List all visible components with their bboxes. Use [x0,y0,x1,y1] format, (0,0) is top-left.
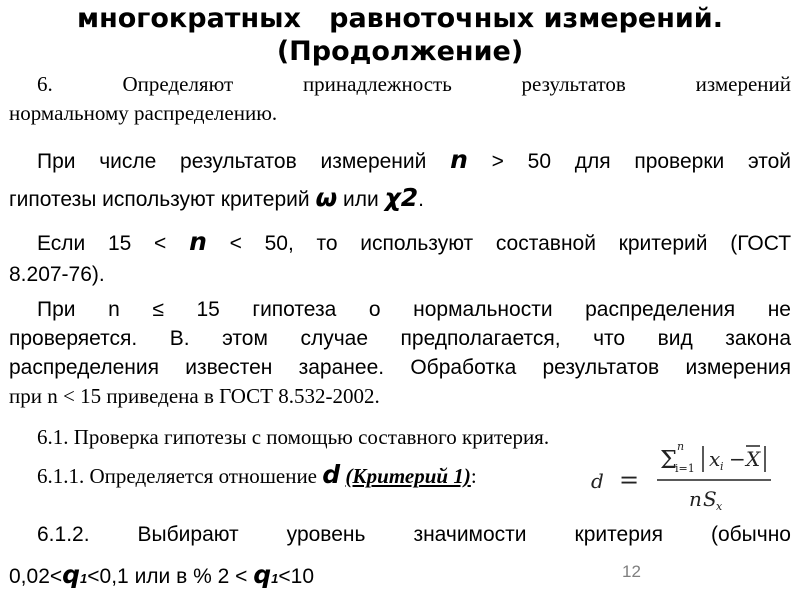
variable-q: q [253,560,272,589]
section-6-1-heading: 6.1. Проверка гипотезы с помощью составного критерия. [37,425,550,449]
title-line-2: (Продолжение) [276,36,524,67]
text-fragment: . [418,188,424,211]
text-fragment: При числе результатов измерений [37,150,427,173]
formula-sum-upper: n [677,440,685,453]
text-fragment: 6.1.1. Определяется отношение [37,464,318,488]
formula-x-sub: i [720,460,724,473]
text-fragment: Если 15 < [37,232,167,255]
formula-sum: Σ [660,446,677,474]
section-6-1-2-line-1: 6.1.2. Выбирают уровень значимости критерия (обычно [37,523,791,546]
formula-s: S [703,487,717,511]
paragraph-medium-sample-line-2: 8.207-76). [9,263,105,286]
formula-equals: = [619,466,640,494]
text-fragment: или [343,188,379,211]
paragraph-medium-sample-line-1 [9,226,791,259]
text-fragment: 0,02< [9,565,63,588]
paragraph-large-sample-line-1 [9,142,791,180]
formula-xbar: X [746,447,761,471]
criterion-d-formula [583,436,798,516]
formula-sum-lower: i=1 [675,462,695,475]
formula-x: x [709,447,721,471]
variable-n: n [450,145,468,174]
formula-s-sub: x [716,500,723,513]
text-fragment: <10 [278,565,315,588]
text-fragment: <0,1 или в % 2 < [87,565,248,588]
paragraph-6 [9,70,791,128]
paragraph-small-sample [9,295,791,411]
section-6-1-2 [9,515,791,599]
paragraph-small-sample-line-2: проверяется. В. этом случае предполагается, что вид закона [9,327,791,350]
subscript: 1 [271,571,279,586]
text-fragment: > 50 для проверки этой [491,150,792,173]
text-fragment: гипотезы используют критерий [9,188,310,211]
paragraph-6-line-2: нормальному распределению. [9,101,278,125]
paragraph-small-sample-line-1: При n ≤ 15 гипотеза о нормальности распределения не [37,298,791,321]
paragraph-6-line-1: 6. Определяют принадлежность результатов измерений [37,72,791,96]
chi-square-symbol: χ2 [384,183,419,212]
variable-q: q [62,560,81,589]
formula-minus: − [729,447,746,471]
variable-d: d [322,460,341,489]
variable-n: n [189,227,207,256]
section-6-1-2-line-2 [9,555,791,599]
paragraph-small-sample-line-3: распределения известен заранее. Обработка результатов измерения [9,356,791,379]
page-number: 12 [622,562,641,581]
omega-symbol: ω [315,183,338,212]
paragraph-small-sample-line-4: при n < 15 приведена в ГОСТ 8.532-2002. [9,384,380,408]
section-6-1-1 [9,460,609,491]
formula-d: d [591,469,604,493]
criterion-1-label: (Критерий 1) [345,464,471,488]
formula-n: n [689,487,702,511]
text-fragment: : [470,464,477,488]
paragraph-large-sample [9,142,791,218]
section-6-1-1-line [9,460,609,491]
slide-title [0,2,800,68]
paragraph-large-sample-line-2 [9,180,791,218]
subscript: 1 [80,571,88,586]
text-fragment: < 50, то используют составной критерий (ГОСТ [229,232,792,255]
title-line-1: многократных равноточных измерений. [77,3,723,34]
paragraph-medium-sample [9,226,791,290]
